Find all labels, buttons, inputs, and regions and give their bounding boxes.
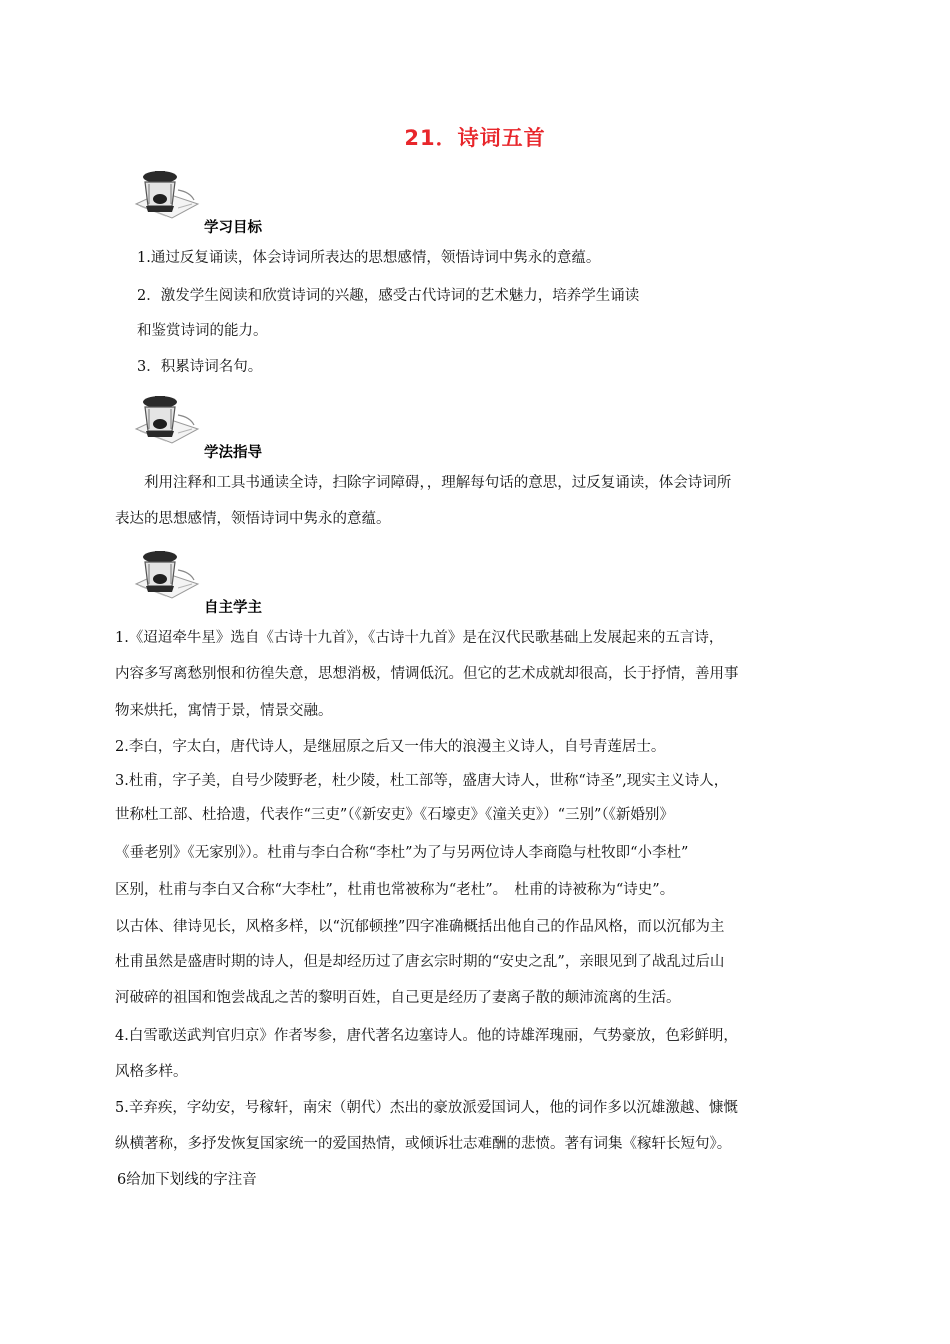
selfstudy-line: 物来烘托，寓情于景，情景交融。	[115, 703, 333, 719]
selfstudy-line: 1.《迢迢牵牛星》选自《古诗十九首》，《古诗十九首》是在汉代民歌基础上发展起来的五言诗，	[115, 630, 724, 646]
selfstudy-line: 5.辛弃疾，字幼安，号稼轩，南宋（朝代）杰出的豪放派爱国词人，他的词作多以沉雄激越、慷慨	[115, 1100, 738, 1116]
selfstudy-line: 4.白雪歌送武判官归京》作者岑参，唐代著名边塞诗人。他的诗雄浑瑰丽，气势豪放，色彩鲜明，	[115, 1028, 738, 1044]
goal-line: 和鉴赏诗词的能力。	[137, 323, 268, 339]
lantern-icon	[132, 548, 202, 608]
lantern-icon	[132, 393, 202, 453]
selfstudy-line: 区别，杜甫与李白又合称“大李杜”，杜甫也常被称为“老杜”。 杜甫的诗被称为“诗史”。	[115, 882, 675, 898]
section-heading-goals: 学习目标	[204, 220, 262, 236]
page-title: 21．诗词五首	[404, 126, 546, 150]
selfstudy-line: 河破碎的祖国和饱尝战乱之苦的黎明百姓，自己更是经历了妻离子散的颠沛流离的生活。	[115, 990, 681, 1006]
selfstudy-line: 以古体、律诗见长，风格多样，以“沉郁顿挫”四字准确概括出他自己的作品风格，而以沉郁为主	[115, 919, 725, 935]
lantern-icon	[132, 168, 202, 228]
selfstudy-line: 内容多写离愁别恨和彷徨失意，思想消极，情调低沉。但它的艺术成就却很高，长于抒情，善用事	[115, 666, 739, 682]
section-heading-method: 学法指导	[204, 445, 262, 461]
selfstudy-line: 世称杜工部、杜拾遗，代表作“三吏”（《新安吏》《石壕吏》《潼关吏》）“三别”（《新婚别》	[115, 807, 674, 823]
selfstudy-line: 风格多样。	[115, 1064, 188, 1080]
section-heading-selfstudy: 自主学主	[204, 600, 262, 616]
method-line: 表达的思想感情，领悟诗词中隽永的意蕴。	[115, 511, 391, 527]
method-line: 利用注释和工具书通读全诗，扫除字词障碍，，理解每句话的意思，过反复诵读，体会诗词所	[144, 475, 732, 491]
selfstudy-line: 《垂老别》《无家别》）。杜甫与李白合称“李杜”为了与另两位诗人李商隐与杜牧即“小李杜”	[115, 845, 689, 861]
selfstudy-line: 2.李白，字太白，唐代诗人，是继屈原之后又一伟大的浪漫主义诗人，自号青莲居士。	[115, 739, 666, 755]
goal-line: 3．积累诗词名句。	[137, 359, 263, 375]
goal-line: 2．激发学生阅读和欣赏诗词的兴趣，感受古代诗词的艺术魅力，培养学生诵读	[137, 288, 640, 304]
selfstudy-line: 纵横著称，多抒发恢复国家统一的爱国热情，或倾诉壮志难酬的悲愤。著有词集《稼轩长短句》。	[115, 1136, 732, 1152]
selfstudy-line: 3.杜甫，字子美，自号少陵野老，杜少陵，杜工部等，盛唐大诗人，世称“诗圣”,现实主义诗人，	[115, 773, 729, 789]
goal-line: 1.通过反复诵读，体会诗词所表达的思想感情，领悟诗词中隽永的意蕴。	[137, 250, 601, 266]
selfstudy-line: 6给加下划线的字注音	[117, 1172, 257, 1188]
selfstudy-line: 杜甫虽然是盛唐时期的诗人，但是却经历过了唐玄宗时期的“安史之乱”，亲眼见到了战乱过后山	[115, 954, 725, 970]
